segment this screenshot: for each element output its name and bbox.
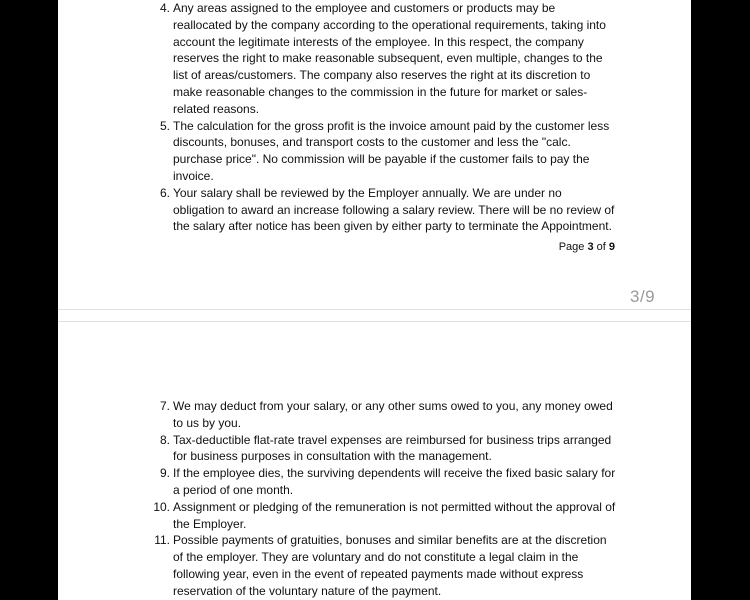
clause-list bbox=[153, 398, 616, 600]
page-indicator: 3/9 bbox=[630, 287, 656, 306]
list-item bbox=[156, 398, 616, 432]
clause-text: Any areas assigned to the employee and customers or products may be reallocated by the company according to the operational requirements, taking into account the legitimate interests of the employee. In this respect, the company reserves the right to make reasonable subsequent, even multiple, changes to the list of areas/customers. The company also reserves the right at its discretion to make reasonable changes to the commission in the future for market or sales-related reasons. bbox=[173, 1, 606, 116]
clause-text: Your salary shall be reviewed by the Employer annually. We are under no obligation to award an increase following a salary review. There will be no review of the salary after notice has been given by either party to terminate the Appointment. bbox=[173, 185, 615, 234]
list-item bbox=[156, 432, 616, 466]
page-footer bbox=[559, 241, 615, 253]
list-item bbox=[156, 465, 616, 499]
document-page-4 bbox=[58, 322, 691, 600]
clause-text: Assignment or pledging of the remuneration is not permitted without the approval of the Employer. bbox=[173, 499, 616, 531]
footer-of: of bbox=[593, 241, 609, 253]
clause-text: Possible payments of gratuities, bonuses and similar benefits are at the discretion of the employer. They are voluntary and do not constitute a legal claim in the following year, even in the event of repeated payments made without express reservation of the voluntary nature of the payment. bbox=[173, 533, 607, 598]
clause-text: We may deduct from your salary, or any other sums owed to you, any money owed to us by you. bbox=[173, 399, 613, 430]
list-item bbox=[156, 532, 616, 599]
list-item bbox=[156, 185, 616, 235]
footer-prefix: Page bbox=[558, 241, 588, 253]
clause-number: 11. bbox=[154, 533, 170, 548]
list-item bbox=[156, 118, 616, 185]
document-page-3 bbox=[58, 0, 691, 309]
clause-list bbox=[156, 0, 616, 235]
clause-number: 4. bbox=[159, 1, 170, 15]
clause-text: Tax-deductible flat-rate travel expenses are reimbursed for business trips arranged for business purposes in consultation with the management. bbox=[173, 432, 612, 464]
clause-number: 6. bbox=[159, 185, 170, 200]
list-item bbox=[153, 499, 616, 533]
footer-total-pages: 9 bbox=[608, 241, 615, 253]
clause-number: 7. bbox=[159, 399, 170, 413]
clause-number: 10. bbox=[153, 499, 170, 514]
page-separator bbox=[58, 309, 691, 322]
clause-text: The calculation for the gross profit is the invoice amount paid by the customer less discounts, bonuses, and transport costs to the customer and less the "calc. purchase price". No commission will be payable if the customer fails to pay the invoice. bbox=[173, 118, 610, 183]
clause-number: 8. bbox=[159, 432, 170, 447]
list-item bbox=[156, 0, 616, 118]
clause-number: 5. bbox=[159, 118, 170, 133]
footer-current-page: 3 bbox=[587, 241, 594, 253]
clause-number: 9. bbox=[159, 466, 170, 481]
clause-text: If the employee dies, the surviving dependents will receive the fixed basic salary for a period of one month. bbox=[173, 466, 616, 497]
